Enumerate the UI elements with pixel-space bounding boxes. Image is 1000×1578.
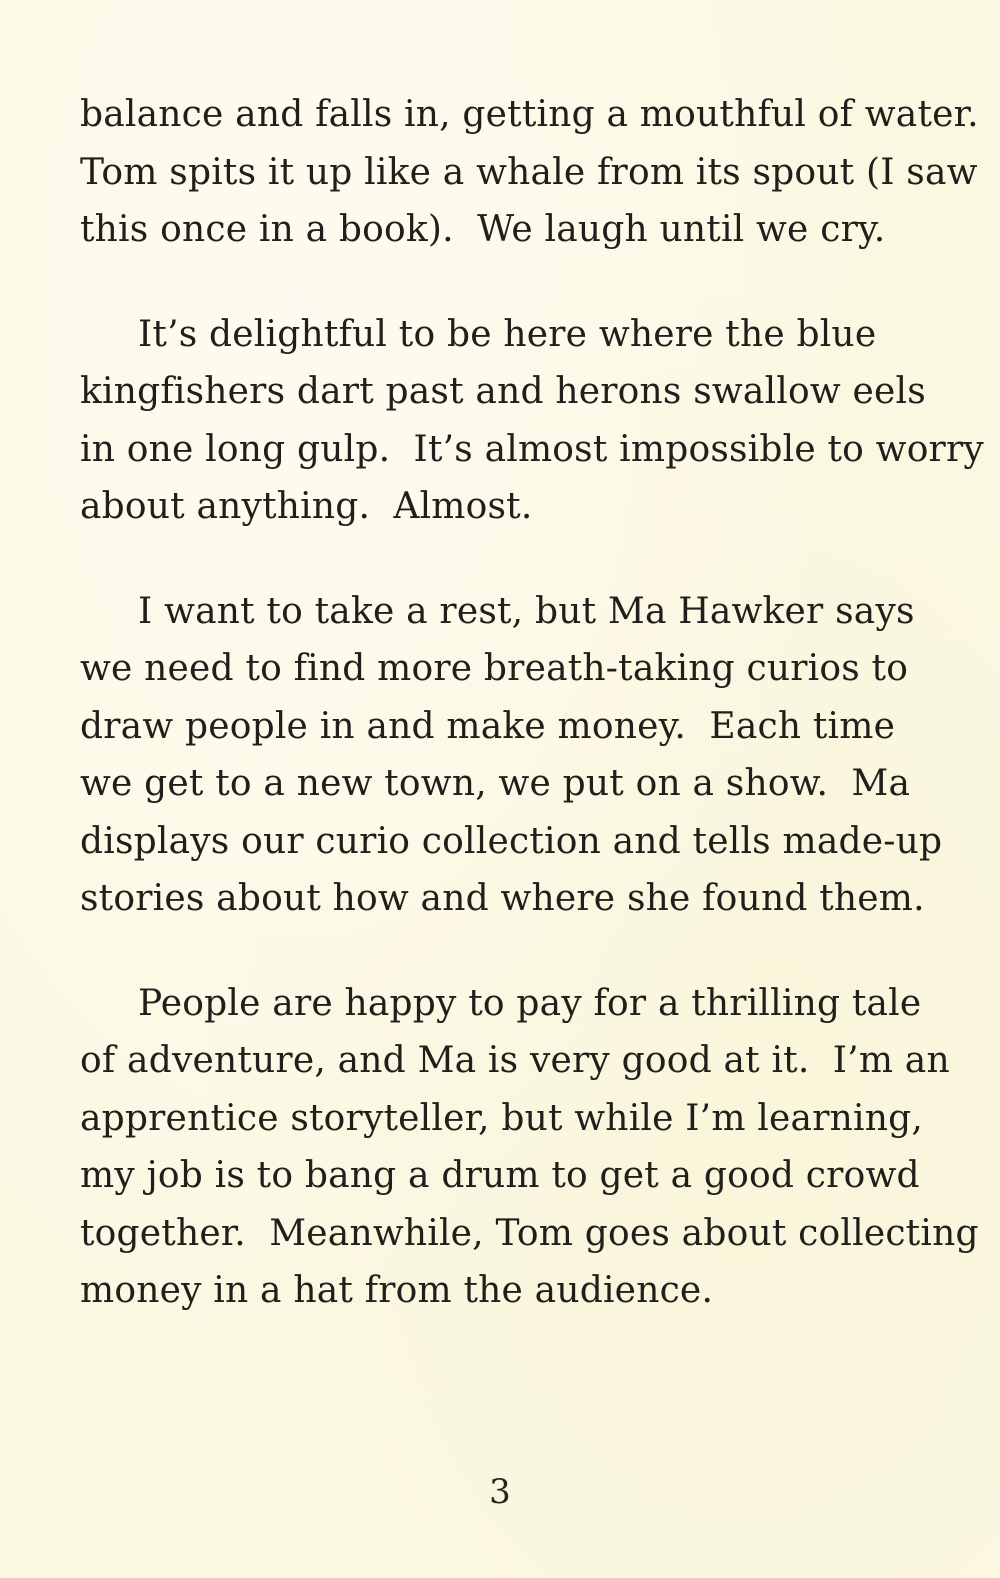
text-line: It’s delightful to be here where the blue [138, 313, 877, 355]
text-line: displays our curio collection and tells made-up [80, 820, 943, 862]
paragraph [80, 975, 979, 1320]
text-line: together. Meanwhile, Tom goes about collecting [80, 1212, 979, 1254]
text-line: about anything. Almost. [80, 486, 533, 527]
text-line: in one long gulp. It’s almost impossible to worry [80, 428, 984, 470]
text-line: balance and falls in, getting a mouthful of water. [80, 94, 979, 135]
text-line: my job is to bang a drum to get a good crowd [80, 1155, 920, 1196]
page-text [80, 86, 984, 1320]
text-line: this once in a book). We laugh until we cry. [80, 209, 886, 250]
text-line: we need to find more breath-taking curios to [80, 648, 909, 689]
text-line: draw people in and make money. Each time [80, 705, 896, 747]
text-line: apprentice storyteller, but while I’m learning, [80, 1097, 923, 1139]
paragraph [80, 583, 943, 928]
text-line: People are happy to pay for a thrilling tale [138, 982, 922, 1024]
paragraph [80, 306, 984, 536]
paragraph [80, 86, 979, 259]
text-line: of adventure, and Ma is very good at it. I’m an [80, 1040, 950, 1081]
page-number: 3 [489, 1472, 511, 1512]
text-line: we get to a new town, we put on a show. Ma [80, 763, 911, 804]
text-line: kingfishers dart past and herons swallow eels [80, 371, 926, 412]
text-line: Tom spits it up like a whale from its spout (I saw [80, 151, 978, 193]
text-line: stories about how and where she found them. [80, 878, 925, 919]
text-line: I want to take a rest, but Ma Hawker says [138, 590, 915, 632]
text-line: money in a hat from the audience. [80, 1270, 714, 1311]
